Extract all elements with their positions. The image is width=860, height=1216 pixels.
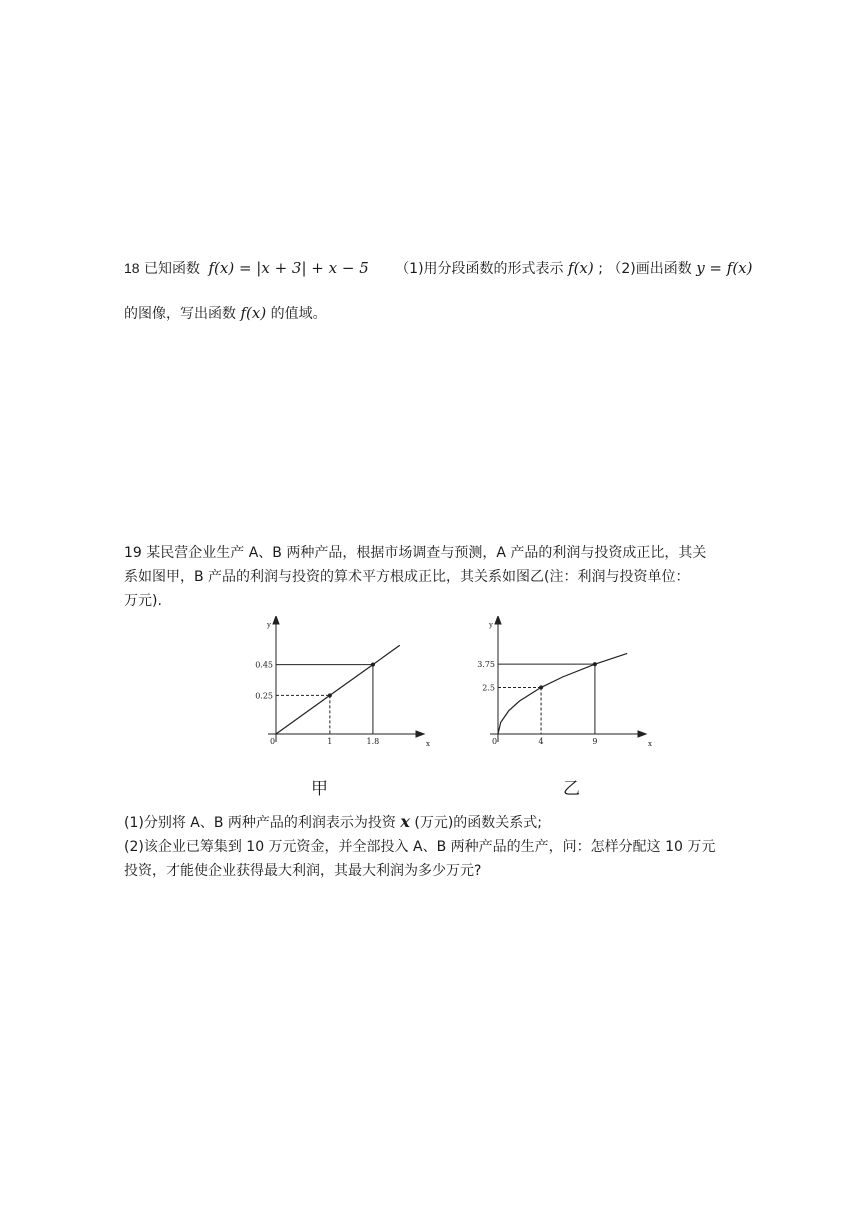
y-tick-label-0: 0.25 [255,691,273,701]
x-tick-label-1: 9 [592,737,598,746]
y-tick-label-0: 2.5 [482,683,495,693]
q18-lead: 已知函数 [144,261,201,277]
origin-label: 0 [270,737,276,746]
q19-sub1 [124,812,542,832]
q18-formula2: y = f(x) [696,259,753,277]
x-axis-label: x [426,740,430,748]
y-tick-label-1: 3.75 [477,660,495,670]
q19-line3: 万元). [124,593,162,609]
chart-jia [240,616,430,756]
q18-line1 [124,258,752,278]
q18-formula: f(x) = |x + 3| + x − 5 [208,259,369,277]
y-tick-label-1: 0.45 [255,660,273,670]
q18-sep: ; [598,261,603,277]
q18-number: 18 [124,260,140,276]
series-line [498,653,627,734]
q19-sub1-a: (1)分别将 A、B 两种产品的利润表示为投资 [124,815,396,831]
q19-line2: 系如图甲，B 产品的利润与投资的算术平方根成正比，其关系如图乙(注：利润与投资单位： [124,569,690,585]
q19-sub2-line1: (2)该企业已筹集到 10 万元资金，并全部投入 A、B 两种产品的生产，问：怎样分配这 10 万元 [124,839,716,855]
q18-part2: （2)画出函数 [607,261,692,277]
q18-line2-a: 的图像，写出函数 [124,306,236,322]
q18-part1: （1)用分段函数的形式表示 [395,261,564,277]
origin-label: 0 [492,737,498,746]
q19-line1: 19 某民营企业生产 A、B 两种产品，根据市场调查与预测，A 产品的利润与投资成正比，其关 [124,545,707,561]
y-axis-label: y [489,621,493,629]
chart-jia-caption: 甲 [311,779,328,799]
q18-fx: f(x) [568,259,594,277]
q18-line2-b: 的值域。 [270,306,327,322]
q19-sub2-line2: 投资，才能使企业获得最大利润，其最大利润为多少万元? [124,863,482,879]
x-tick-label-0: 1 [327,737,333,746]
series-line [276,645,400,734]
x-tick-label-0: 4 [538,737,544,746]
chart-yi-caption: 乙 [563,779,580,799]
y-axis-arrow [495,616,501,624]
q19-sub1-b: (万元)的函数关系式; [414,815,543,831]
x-axis-arrow [416,731,424,737]
q18-line2-fx: f(x) [240,304,267,322]
q18-line2 [124,303,327,323]
x-axis-label: x [648,740,652,748]
chart-yi [462,616,652,756]
x-axis-arrow [638,731,646,737]
y-axis-label: y [267,621,271,629]
q19-sub1-x: x [400,812,410,831]
y-axis-arrow [273,616,279,624]
x-tick-label-1: 1.8 [366,737,380,746]
